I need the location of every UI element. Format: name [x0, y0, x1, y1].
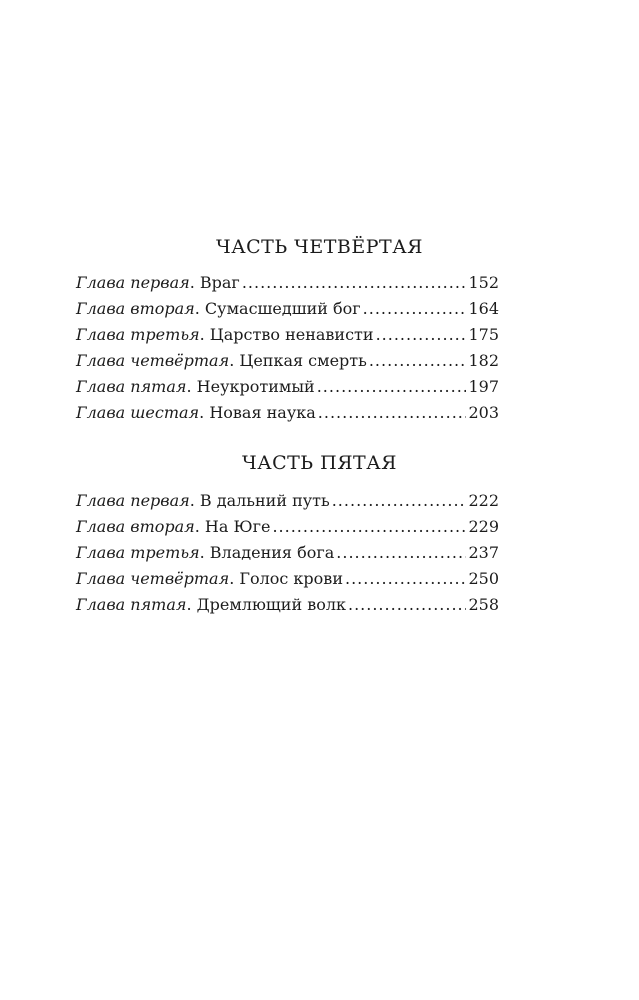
- chapter-separator: .: [194, 299, 205, 318]
- chapter-separator: .: [229, 569, 240, 588]
- toc-entry[interactable]: [76, 270, 499, 296]
- chapter-title: Враг: [199, 273, 240, 292]
- dot-leader: [318, 400, 467, 426]
- chapter-title: Новая наука: [209, 403, 316, 422]
- chapter-title: Царство ненависти: [209, 325, 374, 344]
- chapter-title: Голос крови: [239, 569, 343, 588]
- dot-leader: [317, 374, 467, 400]
- chapter-number: Глава вторая: [76, 517, 195, 536]
- page-number: 222: [468, 491, 499, 510]
- page-number: 250: [468, 569, 499, 588]
- chapter-number: Глава первая: [76, 491, 190, 510]
- chapter-separator: .: [186, 595, 197, 614]
- page-number: 237: [468, 543, 499, 562]
- page-number: 175: [468, 325, 499, 344]
- toc-entry[interactable]: [76, 322, 499, 348]
- chapter-separator: .: [229, 351, 240, 370]
- chapter-separator: .: [199, 325, 210, 344]
- chapter-separator: .: [189, 273, 200, 292]
- toc-entry[interactable]: [76, 514, 499, 540]
- dot-leader: [336, 540, 466, 566]
- chapter-number: Глава пятая: [76, 377, 187, 396]
- dot-leader: [332, 488, 467, 514]
- chapter-title: Дремлющий волк: [196, 595, 346, 614]
- chapter-title: Неукротимый: [196, 377, 315, 396]
- dot-leader: [345, 566, 466, 592]
- chapter-number: Глава третья: [76, 543, 200, 562]
- page-number: 164: [468, 299, 499, 318]
- toc-entry[interactable]: [76, 566, 499, 592]
- chapter-separator: .: [194, 517, 205, 536]
- dot-leader: [376, 322, 467, 348]
- dot-leader: [348, 592, 466, 618]
- page-number: 197: [468, 377, 499, 396]
- part-4-chapter-list: [76, 270, 499, 426]
- toc-entry[interactable]: [76, 400, 499, 426]
- chapter-number: Глава четвёртая: [76, 569, 230, 588]
- page-number: 258: [468, 595, 499, 614]
- toc-entry[interactable]: [76, 348, 499, 374]
- chapter-number: Глава первая: [76, 273, 190, 292]
- toc-entry[interactable]: [76, 296, 499, 322]
- page-number: 182: [468, 351, 499, 370]
- dot-leader: [363, 296, 467, 322]
- chapter-title: Цепкая смерть: [239, 351, 367, 370]
- chapter-title: Сумасшедший бог: [204, 299, 361, 318]
- dot-leader: [242, 270, 467, 296]
- chapter-number: Глава четвёртая: [76, 351, 230, 370]
- part-5-title: ЧАСТЬ ПЯТАЯ: [242, 452, 397, 474]
- dot-leader: [369, 348, 467, 374]
- part-4-title: ЧАСТЬ ЧЕТВЁРТАЯ: [216, 236, 423, 258]
- page-number: 152: [468, 273, 499, 292]
- toc-entry[interactable]: [76, 374, 499, 400]
- chapter-separator: .: [199, 543, 210, 562]
- chapter-number: Глава шестая: [76, 403, 200, 422]
- chapter-title: Владения бога: [209, 543, 335, 562]
- part-5-chapter-list: [76, 488, 499, 618]
- dot-leader: [272, 514, 466, 540]
- page-number: 229: [468, 517, 499, 536]
- chapter-separator: .: [189, 491, 200, 510]
- chapter-separator: .: [186, 377, 197, 396]
- toc-entry[interactable]: [76, 592, 499, 618]
- chapter-number: Глава пятая: [76, 595, 187, 614]
- toc-entry[interactable]: [76, 488, 499, 514]
- toc-entry[interactable]: [76, 540, 499, 566]
- chapter-title: В дальний путь: [199, 491, 330, 510]
- chapter-number: Глава третья: [76, 325, 200, 344]
- chapter-number: Глава вторая: [76, 299, 195, 318]
- chapter-separator: .: [199, 403, 210, 422]
- chapter-title: На Юге: [204, 517, 271, 536]
- page-number: 203: [468, 403, 499, 422]
